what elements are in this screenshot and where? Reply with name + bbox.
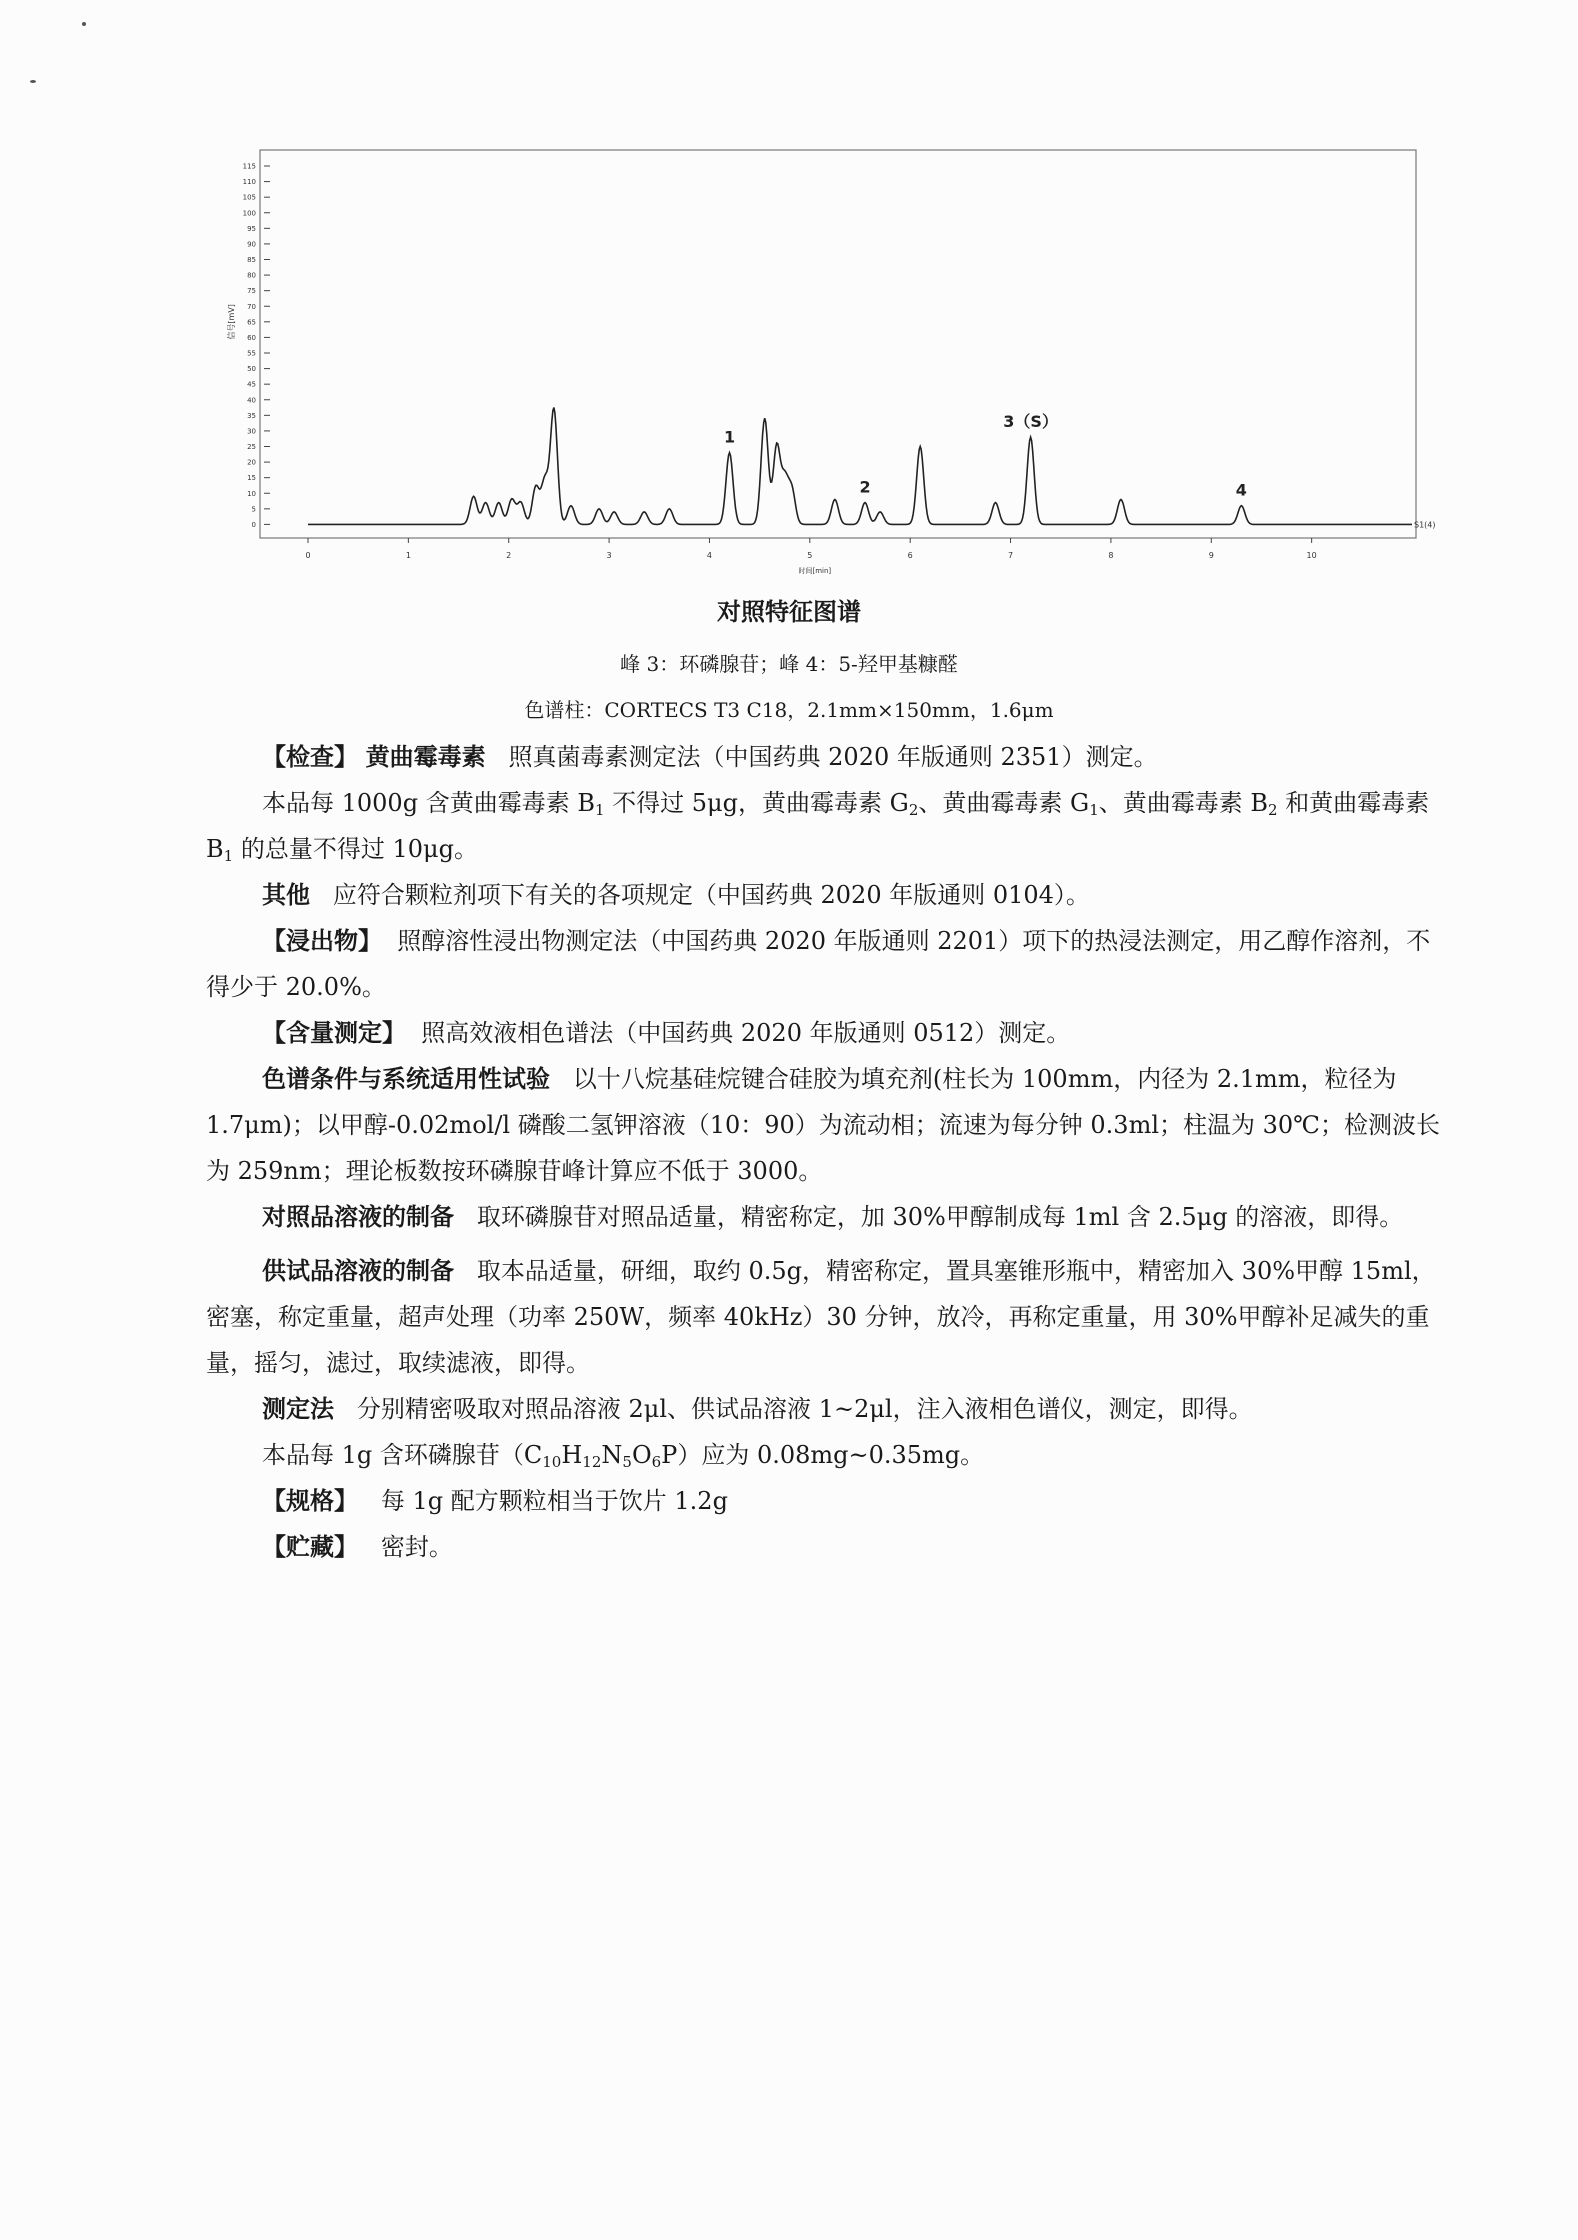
x-tick-label: 7 (1007, 551, 1014, 560)
other-paragraph (206, 872, 1450, 918)
x-tick-label: 6 (907, 551, 913, 560)
y-tick-label: 20 (247, 458, 256, 467)
other-label: 其他 (262, 881, 310, 909)
other-text: 应符合颗粒剂项下有关的各项规定（中国药典 2020 年版通则 0104）。 (332, 881, 1090, 909)
method-label: 测定法 (262, 1395, 334, 1423)
x-tick-label: 0 (305, 551, 311, 560)
test-solution-text: 取本品适量，研细，取约 0.5g，精密称定，置具塞锥形瓶中，精密加入 30%甲醇 15ml，密塞，称定重量，超声处理（功率 250W，频率 40kHz）30 分钟，放冷，再称定重量，用 30%甲醇补足减失的重量，摇匀，滤过，取续滤液，即得。 (206, 1257, 1436, 1377)
y-axis-label: 信号[mV] (227, 304, 236, 340)
conditions-label: 色谱条件与系统适用性试验 (262, 1065, 550, 1093)
x-tick-label: 3 (606, 551, 612, 560)
peak-label: 4 (1235, 480, 1247, 500)
method-text: 分别精密吸取对照品溶液 2μl、供试品溶液 1~2μl，注入液相色谱仪，测定，即得。 (356, 1395, 1253, 1423)
y-tick-label: 85 (247, 256, 256, 264)
chromatogram-trace (308, 408, 1412, 525)
spec-heading: 【规格】 (262, 1487, 358, 1515)
y-tick-label: 30 (247, 427, 256, 436)
test-solution-label: 供试品溶液的制备 (262, 1257, 454, 1285)
check-heading: 【检查】 (262, 743, 358, 771)
chromatogram-svg (220, 148, 1436, 578)
conditions-paragraph (206, 1056, 1450, 1194)
figure-column-info: 色谱柱：CORTECS T3 C18，2.1mm×150mm，1.6μm (524, 698, 1054, 722)
peak-label: 1 (723, 427, 736, 447)
y-tick-label: 90 (247, 240, 256, 249)
x-tick-label: 1 (405, 551, 411, 560)
assay-paragraph (206, 1010, 1450, 1056)
spec-paragraph (206, 1478, 1450, 1524)
y-tick-label: 60 (247, 333, 256, 342)
y-tick-label: 75 (247, 287, 256, 296)
chromatogram (220, 148, 1436, 578)
x-axis-label: 时间[min] (798, 567, 832, 575)
y-tick-label: 100 (242, 209, 256, 218)
y-tick-label: 25 (247, 443, 256, 451)
y-tick-label: 70 (247, 302, 256, 311)
y-tick-label: 35 (247, 411, 256, 420)
peak-label: 2 (859, 477, 871, 497)
y-tick-label: 50 (247, 365, 256, 374)
method-paragraph (206, 1386, 1450, 1432)
aflatoxin-label: 黄曲霉毒素 (365, 743, 486, 771)
aflatoxin-limit: 本品每 1000g 含黄曲霉毒素 $B_1$ 不得过 5μg，黄曲霉毒素 $G_2$、黄曲霉毒素 $G_1$、黄曲霉毒素 $B_2$ 和黄曲霉毒素 $B_1$ 的总量不得过 10μg。 (206, 789, 1430, 865)
y-tick-label: 5 (251, 505, 256, 514)
test-solution-paragraph (206, 1248, 1450, 1386)
figure-peak-legend: 峰 3：环磷腺苷；峰 4：5-羟甲基糠醛 (620, 652, 958, 676)
x-tick-label: 8 (1108, 551, 1114, 560)
peak-label: 3（S） (1003, 412, 1058, 432)
x-tick-label: 9 (1208, 551, 1214, 560)
assay-text: 照高效液相色谱法（中国药典 2020 年版通则 0512）测定。 (421, 1019, 1071, 1047)
assay-heading: 【含量测定】 (262, 1019, 406, 1047)
extract-heading: 【浸出物】 (262, 927, 382, 955)
y-tick-label: 115 (242, 162, 256, 171)
y-tick-label: 55 (247, 349, 256, 358)
aflatoxin-text: 照真菌毒素测定法（中国药典 2020 年版通则 2351）测定。 (508, 743, 1158, 771)
extract-paragraph (206, 918, 1450, 1010)
scan-speck (82, 22, 86, 26)
check-paragraph (206, 734, 1450, 780)
spec-text: 每 1g 配方颗粒相当于饮片 1.2g (380, 1487, 728, 1515)
y-tick-label: 0 (251, 520, 256, 529)
y-tick-label: 65 (247, 318, 256, 327)
y-tick-label: 105 (242, 193, 256, 202)
x-tick-label: 2 (506, 551, 512, 560)
y-tick-label: 95 (247, 224, 256, 233)
conditions-text: 以十八烷基硅烷键合硅胶为填充剂(柱长为 100mm，内径为 2.1mm，粒径为 1.7μm)；以甲醇-0.02mol/l 磷酸二氢钾溶液（10：90）为流动相；流速为每分钟 0.3ml；柱温为 30℃；检测波长为 259nm；理论板数按环磷腺苷峰计算应不低于 3000。 (206, 1065, 1441, 1185)
monograph-body (206, 734, 1450, 1570)
storage-paragraph (206, 1524, 1450, 1570)
y-tick-label: 15 (247, 474, 256, 483)
x-tick-label: 4 (706, 551, 713, 560)
y-tick-label: 80 (247, 271, 256, 280)
x-tick-label: 5 (807, 551, 813, 560)
trace-label: S1(4) (1414, 520, 1436, 530)
reference-solution-label: 对照品溶液的制备 (262, 1203, 454, 1231)
reference-solution-paragraph (206, 1194, 1450, 1240)
y-tick-label: 40 (247, 396, 256, 405)
storage-text: 密封。 (380, 1533, 453, 1561)
y-tick-label: 10 (247, 489, 256, 498)
y-tick-label: 110 (242, 178, 256, 187)
y-tick-label: 45 (247, 380, 256, 389)
x-tick-label: 10 (1306, 551, 1317, 560)
extract-text: 照醇溶性浸出物测定法（中国药典 2020 年版通则 2201）项下的热浸法测定，用乙醇作溶剂，不得少于 20.0%。 (206, 927, 1431, 1001)
storage-heading: 【贮藏】 (262, 1533, 358, 1561)
reference-solution-text: 取环磷腺苷对照品适量，精密称定，加 30%甲醇制成每 1ml 含 2.5μg 的溶液，即得。 (476, 1203, 1404, 1231)
scan-speck (30, 80, 36, 83)
figure-title: 对照特征图谱 (717, 598, 861, 626)
content-limit: 本品每 1g 含环磷腺苷$(C_{10}H_{12}N_5O_6P)$应为 0.08mg~0.35mg。 (262, 1441, 985, 1471)
